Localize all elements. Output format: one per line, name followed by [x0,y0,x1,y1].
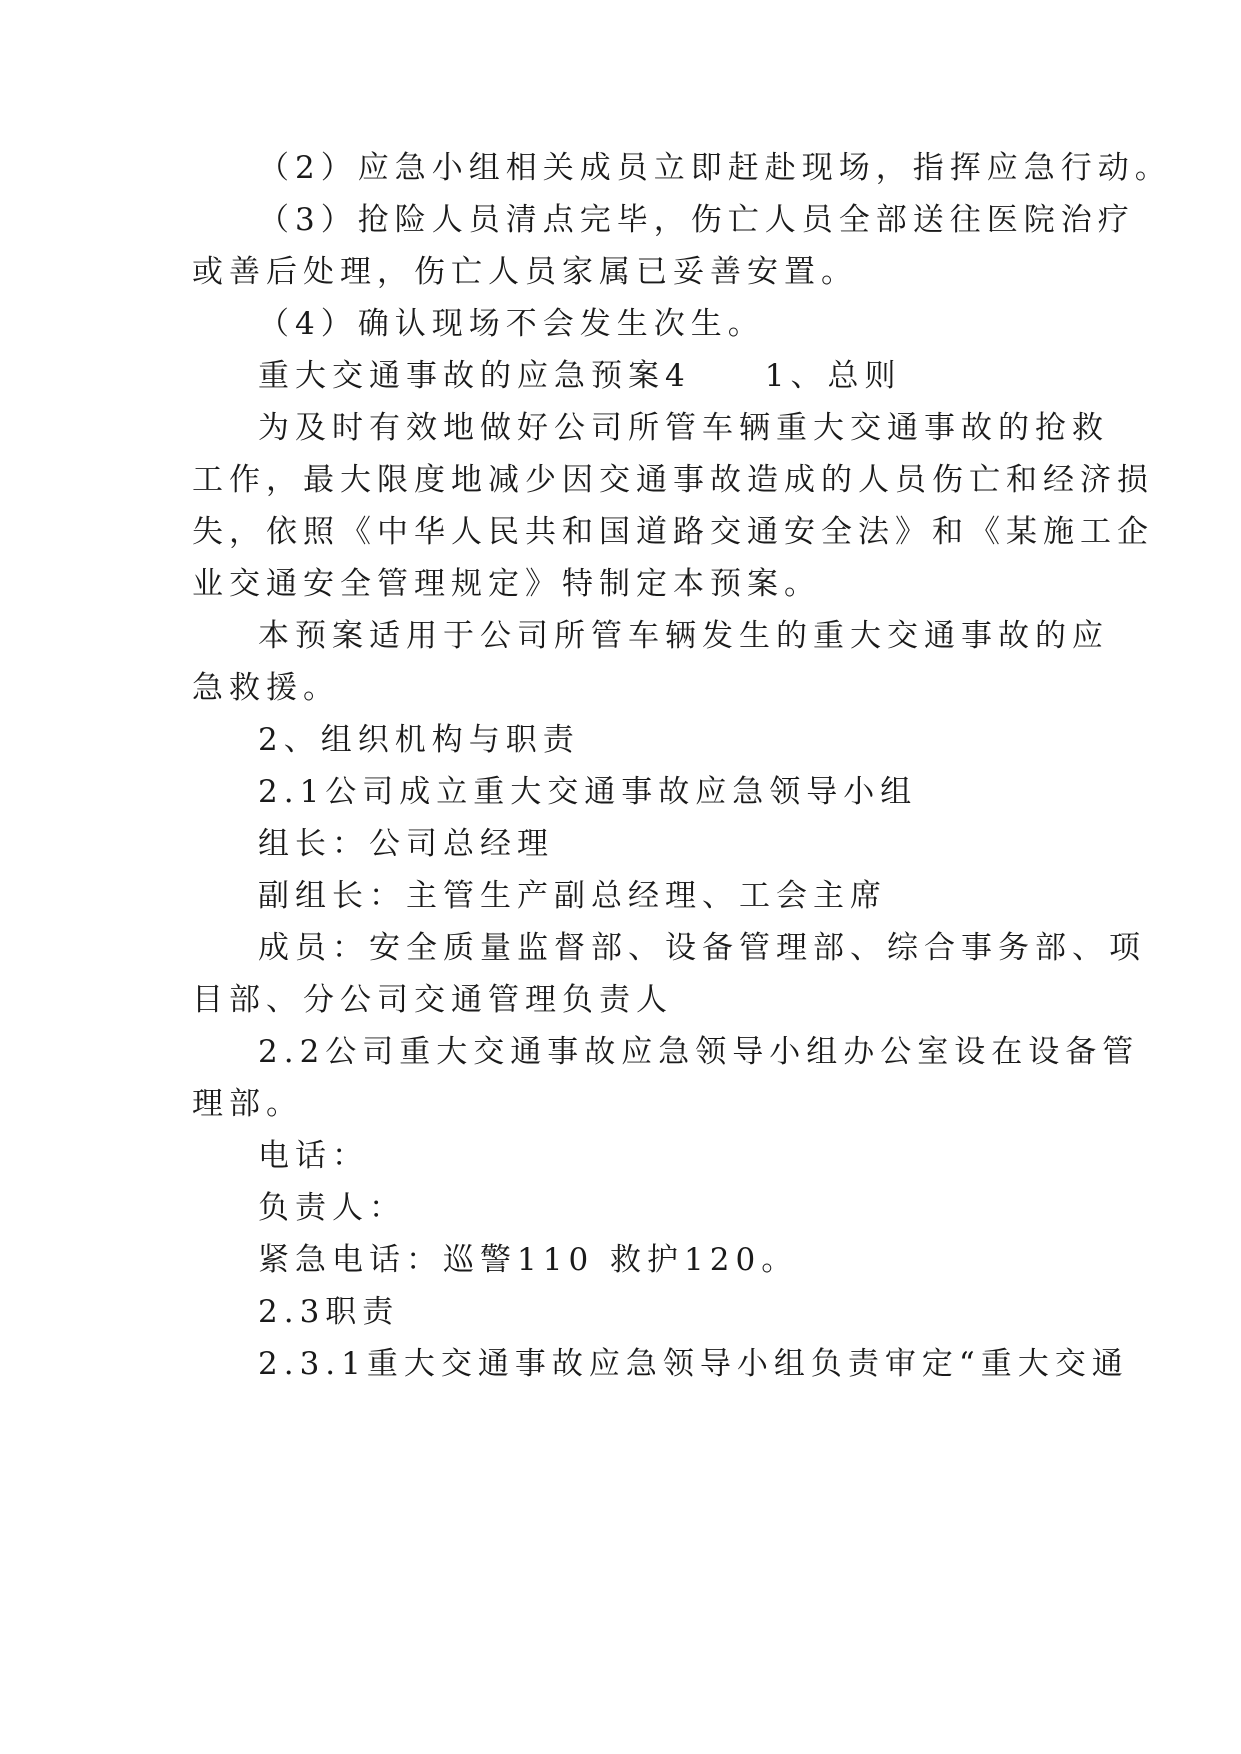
paragraph-line: 本预案适用于公司所管车辆发生的重大交通事故的应 [258,618,1109,654]
subsection-heading: 2.1公司成立重大交通事故应急领导小组 [258,774,918,810]
paragraph-line: 副组长：主管生产副总经理、工会主席 [258,878,887,914]
paragraph-line: 理部。 [192,1086,303,1122]
paragraph-line: （2）应急小组相关成员立即赶赴现场，指挥应急行动。 [258,150,1172,186]
paragraph-line: （3）抢险人员清点完毕，伤亡人员全部送往医院治疗 [258,202,1135,238]
paragraph-line: 工作，最大限度地减少因交通事故造成的人员伤亡和经济损 [192,462,1154,498]
subsection-heading: 2.3职责 [258,1294,400,1330]
paragraph-line: 目部、分公司交通管理负责人 [192,982,673,1018]
paragraph-line: 2.2公司重大交通事故应急领导小组办公室设在设备管 [258,1034,1140,1070]
paragraph-line: （4）确认现场不会发生次生。 [258,306,765,342]
paragraph-line: 组长：公司总经理 [258,826,554,862]
paragraph-line: 业交通安全管理规定》特制定本预案。 [192,566,821,602]
paragraph-line: 或善后处理，伤亡人员家属已妥善安置。 [192,254,858,290]
section-heading: 重大交通事故的应急预案4 1、总则 [258,358,902,394]
paragraph-line: 急救援。 [192,670,340,706]
paragraph-line: 成员：安全质量监督部、设备管理部、综合事务部、项 [258,930,1146,966]
paragraph-line: 负责人： [258,1190,406,1226]
paragraph-line: 为及时有效地做好公司所管车辆重大交通事故的抢救 [258,410,1109,446]
paragraph-line: 电话： [258,1138,369,1174]
paragraph-line: 失，依照《中华人民共和国道路交通安全法》和《某施工企 [192,514,1154,550]
paragraph-line: 紧急电话：巡警110 救护120。 [258,1242,799,1278]
paragraph-line: 2.3.1重大交通事故应急领导小组负责审定“重大交通 [258,1346,1129,1382]
section-heading: 2、组织机构与职责 [258,722,580,758]
